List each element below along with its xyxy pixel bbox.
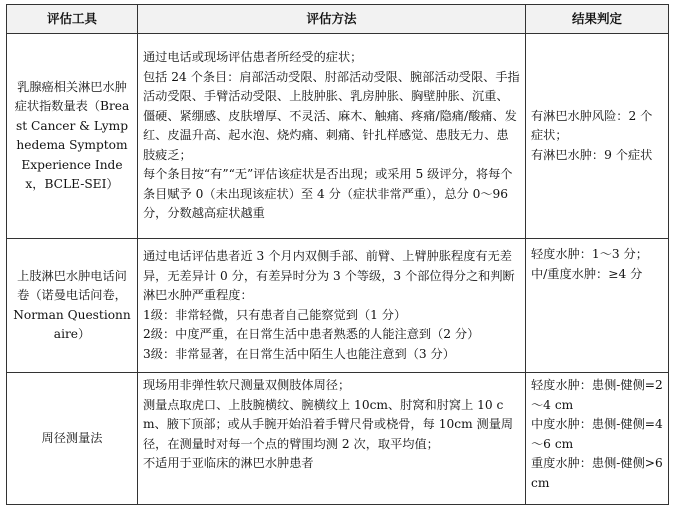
table-row xyxy=(7,34,669,239)
method-line: 2级：中度严重，在日常生活中患者熟悉的人能注意到（2 分） xyxy=(143,327,480,341)
result-line: 有淋巴水肿风险：2 个症状； xyxy=(531,108,653,143)
method-cell xyxy=(138,34,526,239)
tool-name: 上肢淋巴水肿电话问卷（诺曼电话问卷，Norman Questionnaire） xyxy=(13,268,131,341)
method-line: 测量点取虎口、上肢腕横纹、腕横纹上 10cm、肘窝和肘窝上 10 cm、腋下顶部；或从手腕开始沿着手臂尺骨或桡骨，每 10cm 测量周径，在测量时对每一个点的臂围均测 2 次，取平均值； xyxy=(143,397,514,451)
tool-cell xyxy=(7,34,138,239)
result-line: 轻度水肿：患侧-健侧=2～4 cm xyxy=(531,378,663,412)
assessment-table xyxy=(6,4,669,505)
method-cell xyxy=(138,373,526,505)
result-line: 有淋巴水肿：9 个症状 xyxy=(531,147,653,162)
result-line: 中度水肿：患侧-健侧=4～6 cm xyxy=(531,417,663,451)
method-line: 每个条目按“有”“无”评估该症状是否出现；或采用 5 级评分，将每个条目赋予 0（未出现该症状）至 4 分（症状非常严重），总分 0～96 分，分数越高症状越重 xyxy=(143,167,513,221)
tool-cell xyxy=(7,239,138,373)
result-cell xyxy=(526,373,669,505)
method-line: 不适用于亚临床的淋巴水肿患者 xyxy=(143,456,314,470)
result-cell xyxy=(526,34,669,239)
header-method: 评估方法 xyxy=(138,5,526,34)
result-line: 重度水肿：患侧-健侧>6 cm xyxy=(531,456,663,490)
method-line: 现场用非弹性软尺测量双侧肢体周径； xyxy=(143,378,351,392)
method-line: 通过电话评估患者近 3 个月内双侧手部、前臂、上臂肿胀程度有无差异，无差异计 0 分，有差异时分为 3 个等级，3 个部位得分之和判断淋巴水肿严重程度： xyxy=(143,249,515,302)
tool-name: 周径测量法 xyxy=(41,430,103,445)
method-line: 1级：非常轻微，只有患者自己能察觉到（1 分） xyxy=(143,307,407,322)
result-line: 中/重度水肿：≥4 分 xyxy=(531,266,643,281)
method-line: 3级：非常显著，在日常生活中陌生人也能注意到（3 分） xyxy=(143,346,455,361)
tool-cell xyxy=(7,373,138,505)
method-line: 包括 24 个条目：肩部活动受限、肘部活动受限、腕部活动受限、手指活动受限、手臂活动受限、上肢肿胀、乳房肿胀、胸壁肿胀、沉重、僵硬、紧绷感、皮肤增厚、不灵活、麻木、触痛、疼痛/隐痛/酸痛、发红、皮温升高、起水泡、烧灼痛、刺痛、针扎样感觉、患肢无力、患肢疲乏； xyxy=(143,69,520,162)
tool-name: 乳腺癌相关淋巴水肿症状指数量表（Breast Cancer & Lymphedema Symptom Experience Index，BCLE-SEI） xyxy=(14,79,130,191)
header-tool: 评估工具 xyxy=(7,5,138,34)
result-cell xyxy=(526,239,669,373)
header-result: 结果判定 xyxy=(526,5,669,34)
method-cell xyxy=(138,239,526,373)
result-line: 轻度水肿：1～3 分； xyxy=(531,247,648,261)
header-row xyxy=(7,5,669,34)
method-line: 通过电话或现场评估患者所经受的症状； xyxy=(143,50,363,65)
table-row xyxy=(7,373,669,505)
table-row xyxy=(7,239,669,373)
